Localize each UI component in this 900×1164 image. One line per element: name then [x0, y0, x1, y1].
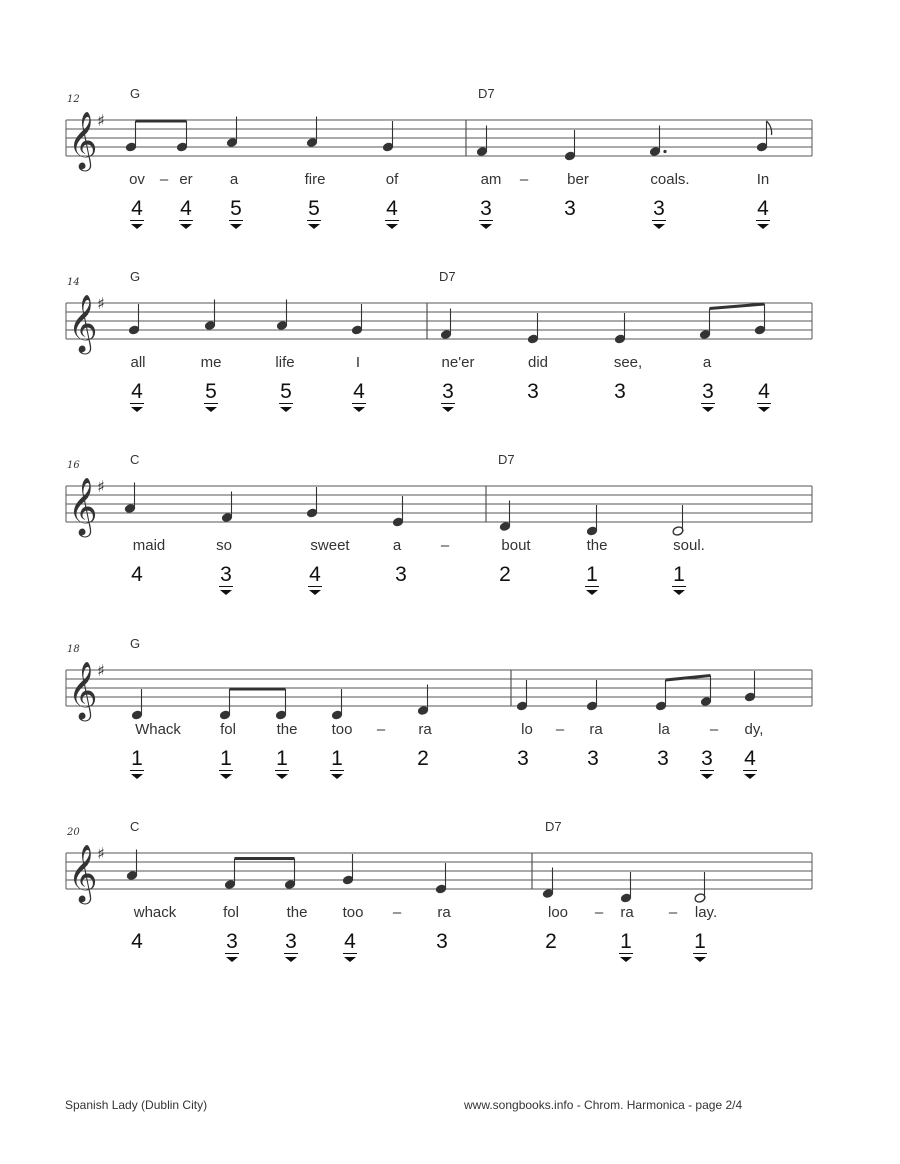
hole-digit: 2 [417, 747, 429, 770]
staff [0, 90, 900, 210]
draw-arrow-icon [285, 957, 297, 962]
sharp-icon: ♯ [97, 294, 105, 313]
hole-digit: 3 [285, 930, 297, 953]
draw-arrow-icon [226, 957, 238, 962]
draw-underline [701, 403, 715, 404]
hole-digit: 5 [280, 380, 292, 403]
note [126, 850, 138, 881]
staff [0, 273, 900, 393]
draw-arrow-icon [220, 590, 232, 595]
harmonica-hole-number [229, 198, 243, 229]
hole-digit: 1 [331, 747, 343, 770]
harmonica-hole-number [130, 748, 144, 779]
hole-digit: 4 [344, 930, 356, 953]
lyric-syllable: the [276, 721, 298, 738]
draw-underline [130, 770, 144, 771]
hole-digit: 3 [527, 380, 539, 403]
note [125, 121, 137, 152]
music-system [0, 86, 900, 260]
hole-digit: 4 [131, 930, 143, 953]
hole-digit: 5 [308, 197, 320, 220]
lyric-syllable: – [376, 721, 386, 738]
lyric-syllable: the [286, 904, 308, 921]
draw-underline [693, 953, 707, 954]
beam [710, 304, 765, 309]
draw-arrow-icon [220, 774, 232, 779]
hole-digit: 1 [586, 563, 598, 586]
draw-underline [204, 403, 218, 404]
harmonica-hole-number [700, 748, 714, 779]
harmonica-hole-number [527, 381, 539, 402]
treble-clef-icon: 𝄞 [68, 111, 98, 169]
draw-underline [225, 953, 239, 954]
staff [0, 456, 900, 576]
lyric-syllable: maid [132, 537, 166, 554]
lyric-syllable: a [702, 354, 712, 371]
lyric-syllable: – [668, 904, 678, 921]
draw-underline [743, 770, 757, 771]
draw-underline [229, 220, 243, 221]
harmonica-hole-number [564, 198, 576, 219]
measure-number: 14 [67, 277, 80, 288]
draw-underline [352, 403, 366, 404]
chord-symbol: D7 [478, 86, 495, 101]
lyric-syllable: whack [133, 904, 177, 921]
hole-digit: 4 [131, 197, 143, 220]
sharp-icon: ♯ [97, 661, 105, 680]
hole-digit: 1 [620, 930, 632, 953]
note [284, 859, 296, 890]
harmonica-hole-number [343, 931, 357, 962]
harmonica-hole-number [417, 748, 429, 769]
draw-arrow-icon [694, 957, 706, 962]
note [754, 304, 766, 335]
draw-arrow-icon [757, 224, 769, 229]
draw-underline [219, 770, 233, 771]
measure-number: 12 [67, 94, 80, 105]
note [586, 505, 598, 536]
note [476, 126, 488, 157]
lyric-syllable: ne'er [441, 354, 475, 371]
hole-digit: 3 [564, 197, 576, 220]
harmonica-hole-number [279, 381, 293, 412]
staff [0, 640, 900, 760]
staff [0, 823, 900, 943]
note [417, 685, 429, 716]
hole-digit: 4 [131, 380, 143, 403]
draw-underline [479, 220, 493, 221]
lyric-syllable: too [342, 904, 364, 921]
lyric-syllable: ra [418, 721, 432, 738]
hole-digit: 5 [205, 380, 217, 403]
draw-arrow-icon [180, 224, 192, 229]
lyric-syllable: ra [589, 721, 603, 738]
harmonica-hole-number [352, 381, 366, 412]
note [744, 671, 756, 702]
draw-underline [284, 953, 298, 954]
draw-arrow-icon [280, 407, 292, 412]
note [435, 863, 447, 894]
lyric-syllable: ov [129, 171, 145, 188]
harmonica-hole-number [225, 931, 239, 962]
harmonica-hole-number [275, 748, 289, 779]
harmonica-hole-number [441, 381, 455, 412]
music-system [0, 269, 900, 443]
note [219, 689, 231, 720]
lyric-syllable: too [331, 721, 353, 738]
note [655, 680, 667, 711]
hole-digit: 3 [226, 930, 238, 953]
harmonica-hole-number [743, 748, 757, 779]
draw-arrow-icon [131, 224, 143, 229]
draw-arrow-icon [386, 224, 398, 229]
hole-digit: 3 [657, 747, 669, 770]
note [342, 854, 354, 885]
note [672, 505, 684, 536]
note [224, 859, 236, 890]
hole-digit: 5 [230, 197, 242, 220]
draw-underline [385, 220, 399, 221]
harmonica-hole-number [395, 564, 407, 585]
draw-underline [672, 586, 686, 587]
lyric-syllable: bout [501, 537, 531, 554]
note [306, 117, 318, 148]
harmonica-hole-number [204, 381, 218, 412]
harmonica-hole-number [517, 748, 529, 769]
lyric-syllable: a [229, 171, 239, 188]
lyric-syllable: am [480, 171, 502, 188]
harmonica-hole-number [307, 198, 321, 229]
lyric-syllable: sweet [310, 537, 350, 554]
measure-number: 18 [67, 644, 80, 655]
note [527, 313, 539, 344]
draw-arrow-icon [308, 224, 320, 229]
lyric-syllable: life [275, 354, 295, 371]
harmonica-hole-number [672, 564, 686, 595]
hole-digit: 3 [436, 930, 448, 953]
draw-underline [130, 403, 144, 404]
draw-arrow-icon [620, 957, 632, 962]
chord-symbol: D7 [498, 452, 515, 467]
draw-underline [308, 586, 322, 587]
note [176, 121, 188, 152]
hole-digit: 4 [353, 380, 365, 403]
draw-arrow-icon [701, 774, 713, 779]
lyric-syllable: ra [620, 904, 634, 921]
treble-clef-icon: 𝄞 [68, 661, 98, 719]
draw-arrow-icon [205, 407, 217, 412]
harmonica-hole-number [284, 931, 298, 962]
draw-underline [330, 770, 344, 771]
draw-underline [756, 220, 770, 221]
draw-underline [619, 953, 633, 954]
draw-underline [652, 220, 666, 221]
note [275, 689, 287, 720]
music-system [0, 819, 900, 993]
note [331, 689, 343, 720]
sharp-icon: ♯ [97, 477, 105, 496]
music-system [0, 452, 900, 626]
note [128, 304, 140, 335]
draw-underline [279, 403, 293, 404]
harmonica-hole-number [545, 931, 557, 952]
lyric-syllable: – [440, 537, 450, 554]
hole-digit: 1 [694, 930, 706, 953]
draw-arrow-icon [344, 957, 356, 962]
harmonica-hole-number [657, 748, 669, 769]
treble-clef-icon: 𝄞 [68, 477, 98, 535]
chord-symbol: G [130, 86, 141, 101]
lyric-syllable: fire [304, 171, 326, 188]
hole-digit: 4 [180, 197, 192, 220]
harmonica-hole-number [757, 381, 771, 412]
lyric-syllable: loo [547, 904, 569, 921]
hole-digit: 4 [309, 563, 321, 586]
lyric-syllable: lay. [694, 904, 718, 921]
note [586, 680, 598, 711]
lyric-syllable: dy, [744, 721, 764, 738]
note [204, 300, 216, 331]
lyric-syllable: me [200, 354, 222, 371]
sharp-icon: ♯ [97, 111, 105, 130]
harmonica-hole-number [614, 381, 626, 402]
hole-digit: 3 [220, 563, 232, 586]
harmonica-hole-number [179, 198, 193, 229]
lyric-syllable: ber [567, 171, 589, 188]
hole-digit: 4 [386, 197, 398, 220]
lyric-syllable: – [709, 721, 719, 738]
note [564, 130, 576, 161]
hole-digit: 3 [587, 747, 599, 770]
lyric-syllable: coals. [650, 171, 690, 188]
lyric-syllable: did [527, 354, 549, 371]
hole-digit: 3 [395, 563, 407, 586]
draw-underline [700, 770, 714, 771]
note [306, 487, 318, 518]
note [392, 496, 404, 527]
measure-number: 16 [67, 460, 80, 471]
hole-digit: 1 [131, 747, 143, 770]
lyric-syllable: – [594, 904, 604, 921]
note [351, 304, 363, 335]
hole-digit: 2 [499, 563, 511, 586]
lyric-syllable: soul. [673, 537, 705, 554]
note [440, 309, 452, 340]
note [699, 309, 711, 340]
draw-arrow-icon [744, 774, 756, 779]
measure-number: 20 [67, 827, 80, 838]
draw-underline [219, 586, 233, 587]
chord-symbol: D7 [545, 819, 562, 834]
draw-underline [441, 403, 455, 404]
draw-underline [757, 403, 771, 404]
hole-digit: 4 [758, 380, 770, 403]
draw-arrow-icon [276, 774, 288, 779]
chord-symbol: G [130, 269, 141, 284]
note [124, 483, 136, 514]
sharp-icon: ♯ [97, 844, 105, 863]
chord-symbol: C [130, 452, 140, 467]
treble-clef-icon: 𝄞 [68, 294, 98, 352]
hole-digit: 3 [614, 380, 626, 403]
draw-arrow-icon [230, 224, 242, 229]
lyric-syllable: er [179, 171, 193, 188]
lyric-syllable: the [586, 537, 608, 554]
note [756, 121, 772, 152]
lyric-syllable: – [555, 721, 565, 738]
music-system [0, 636, 900, 810]
draw-arrow-icon [586, 590, 598, 595]
note [131, 689, 143, 720]
hole-digit: 3 [653, 197, 665, 220]
hole-digit: 3 [702, 380, 714, 403]
hole-digit: 3 [480, 197, 492, 220]
harmonica-hole-number [219, 748, 233, 779]
lyric-syllable: so [216, 537, 232, 554]
note [542, 868, 554, 899]
chord-symbol: G [130, 636, 141, 651]
harmonica-hole-number [308, 564, 322, 595]
draw-arrow-icon [131, 774, 143, 779]
harmonica-hole-number [701, 381, 715, 412]
harmonica-hole-number [587, 748, 599, 769]
draw-underline [179, 220, 193, 221]
draw-arrow-icon [673, 590, 685, 595]
draw-underline [343, 953, 357, 954]
chord-symbol: D7 [439, 269, 456, 284]
lyric-syllable: all [130, 354, 146, 371]
hole-digit: 4 [131, 563, 143, 586]
draw-underline [275, 770, 289, 771]
harmonica-hole-number [131, 931, 143, 952]
hole-digit: 1 [673, 563, 685, 586]
harmonica-hole-number [693, 931, 707, 962]
lyric-syllable: fol [223, 904, 239, 921]
note [221, 492, 233, 523]
lyric-syllable: la [658, 721, 670, 738]
harmonica-hole-number [330, 748, 344, 779]
source-footer: www.songbooks.info - Chrom. Harmonica - page 2/4 [464, 1098, 743, 1112]
hole-digit: 3 [701, 747, 713, 770]
harmonica-hole-number [385, 198, 399, 229]
lyric-syllable: Whack [135, 721, 181, 738]
draw-underline [585, 586, 599, 587]
lyric-syllable: a [392, 537, 402, 554]
lyric-syllable: fol [220, 721, 236, 738]
draw-arrow-icon [331, 774, 343, 779]
lyric-syllable: – [392, 904, 402, 921]
hole-digit: 1 [220, 747, 232, 770]
harmonica-hole-number [219, 564, 233, 595]
note [499, 501, 511, 532]
harmonica-hole-number [652, 198, 666, 229]
harmonica-hole-number [619, 931, 633, 962]
harmonica-hole-number [585, 564, 599, 595]
draw-arrow-icon [702, 407, 714, 412]
draw-arrow-icon [653, 224, 665, 229]
lyric-syllable: see, [613, 354, 643, 371]
note [620, 872, 632, 903]
harmonica-hole-number [131, 564, 143, 585]
harmonica-hole-number [479, 198, 493, 229]
harmonica-hole-number [436, 931, 448, 952]
harmonica-hole-number [499, 564, 511, 585]
chord-symbol: C [130, 819, 140, 834]
note [700, 676, 712, 707]
lyric-syllable: ra [437, 904, 451, 921]
hole-digit: 4 [744, 747, 756, 770]
harmonica-hole-number [756, 198, 770, 229]
lyric-syllable: lo [521, 721, 533, 738]
treble-clef-icon: 𝄞 [68, 844, 98, 902]
draw-arrow-icon [309, 590, 321, 595]
note [649, 126, 667, 157]
hole-digit: 1 [276, 747, 288, 770]
hole-digit: 4 [757, 197, 769, 220]
song-title-footer: Spanish Lady (Dublin City) [65, 1098, 208, 1112]
draw-underline [130, 220, 144, 221]
lyric-syllable: I [355, 354, 361, 371]
lyric-syllable: – [519, 171, 529, 188]
lyric-syllable: – [159, 171, 169, 188]
draw-arrow-icon [353, 407, 365, 412]
draw-underline [307, 220, 321, 221]
note [382, 121, 394, 152]
draw-arrow-icon [480, 224, 492, 229]
hole-digit: 3 [517, 747, 529, 770]
draw-arrow-icon [442, 407, 454, 412]
note [614, 313, 626, 344]
note [516, 680, 528, 711]
note [226, 117, 238, 148]
hole-digit: 3 [442, 380, 454, 403]
hole-digit: 2 [545, 930, 557, 953]
lyric-syllable: In [756, 171, 770, 188]
lyric-syllable: of [385, 171, 399, 188]
note [694, 872, 706, 903]
harmonica-hole-number [130, 381, 144, 412]
harmonica-hole-number [130, 198, 144, 229]
note [276, 300, 288, 331]
draw-arrow-icon [131, 407, 143, 412]
draw-arrow-icon [758, 407, 770, 412]
